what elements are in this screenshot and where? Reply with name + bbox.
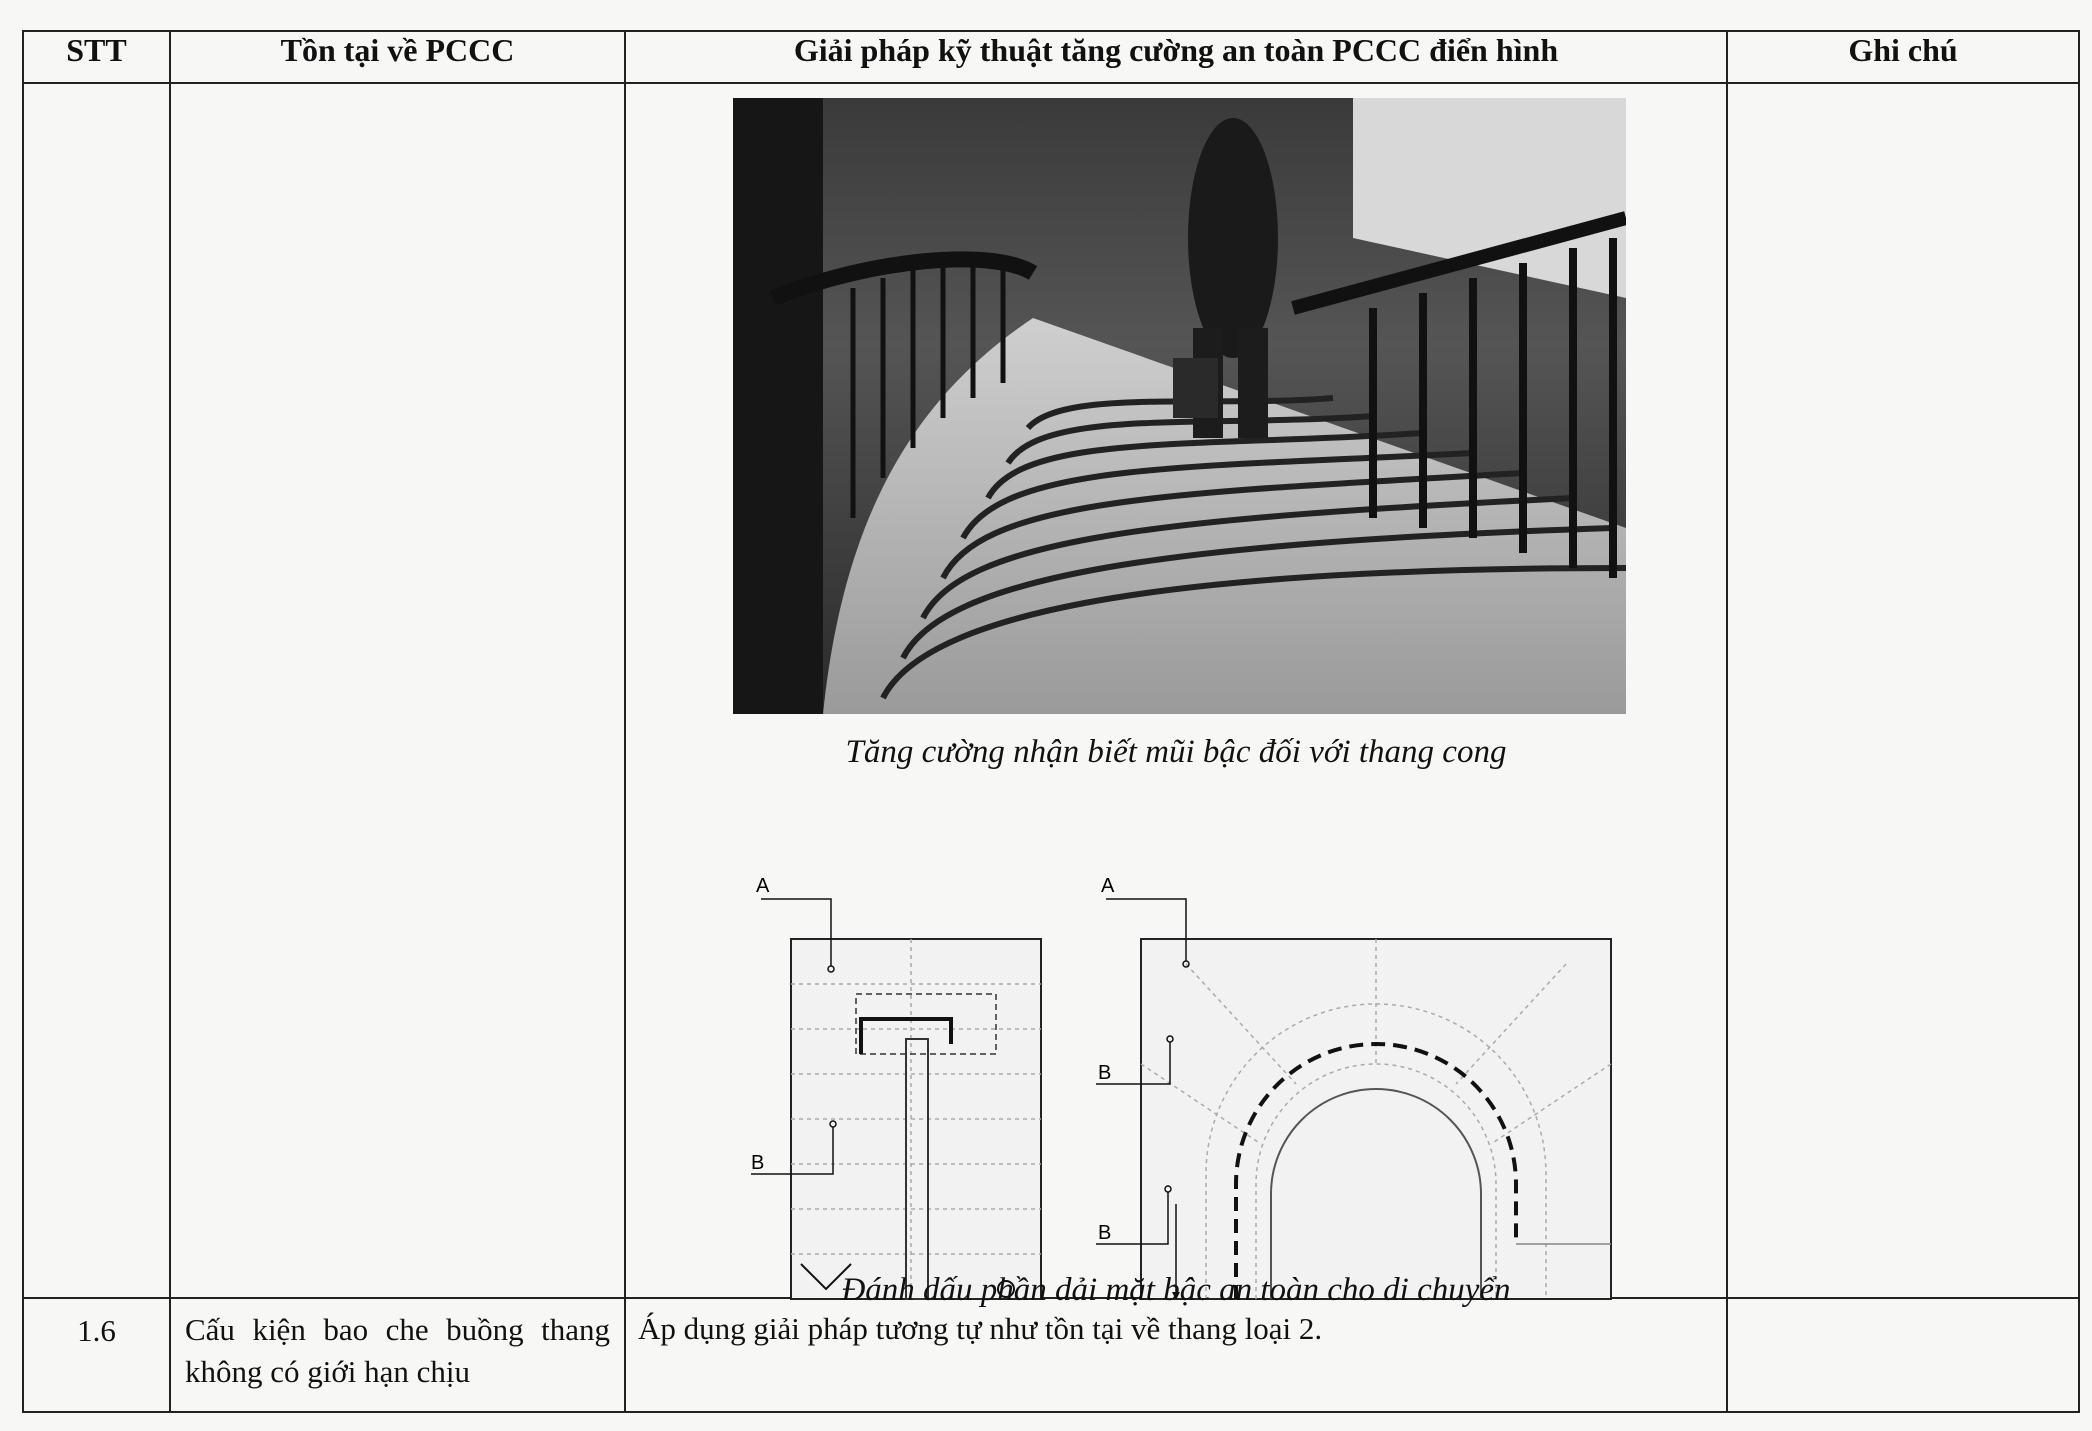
stair-plan-drawing-1 (751, 844, 1051, 1309)
row-stt: 1.6 (23, 1298, 170, 1412)
cell-ton-tai-empty (170, 83, 625, 1298)
caption-safe-tread: Đánh dấu phần dải mặt bậc an toàn cho di chuyển (841, 1272, 1511, 1308)
pccc-table (22, 30, 2080, 1413)
table-row (23, 1298, 2079, 1412)
cell-ghi-chu-empty (1727, 83, 2079, 1298)
label-a-1: A (756, 875, 770, 897)
cell-figures (625, 83, 1727, 1308)
cell-stt-empty (23, 83, 170, 1298)
header-ton-tai: Tồn tại về PCCC (170, 31, 625, 83)
row-ghi-chu (1727, 1298, 2079, 1412)
staircase-photo (733, 98, 1626, 714)
label-b-1: B (751, 1152, 765, 1174)
header-giai-phap: Giải pháp kỹ thuật tăng cường an toàn PCCC điển hình (625, 31, 1727, 83)
header-stt: STT (23, 31, 170, 83)
label-a-2: A (1101, 875, 1115, 897)
label-b-2a: B (1098, 1062, 1112, 1084)
label-b-2b: B (1098, 1222, 1112, 1244)
caption-curved-stair: Tăng cường nhận biết mũi bậc đối với thang cong (845, 734, 1507, 770)
stair-plan-drawing-2 (1096, 844, 1616, 1309)
header-ghi-chu: Ghi chú (1727, 31, 2079, 83)
table-row-figure (23, 83, 2079, 1298)
table-header-row (23, 31, 2079, 83)
row-giai-phap: Áp dụng giải pháp tương tự như tồn tại về thang loại 2. (625, 1298, 1727, 1412)
row-ton-tai: Cấu kiện bao che buồng thang không có giới hạn chịu (170, 1298, 625, 1412)
